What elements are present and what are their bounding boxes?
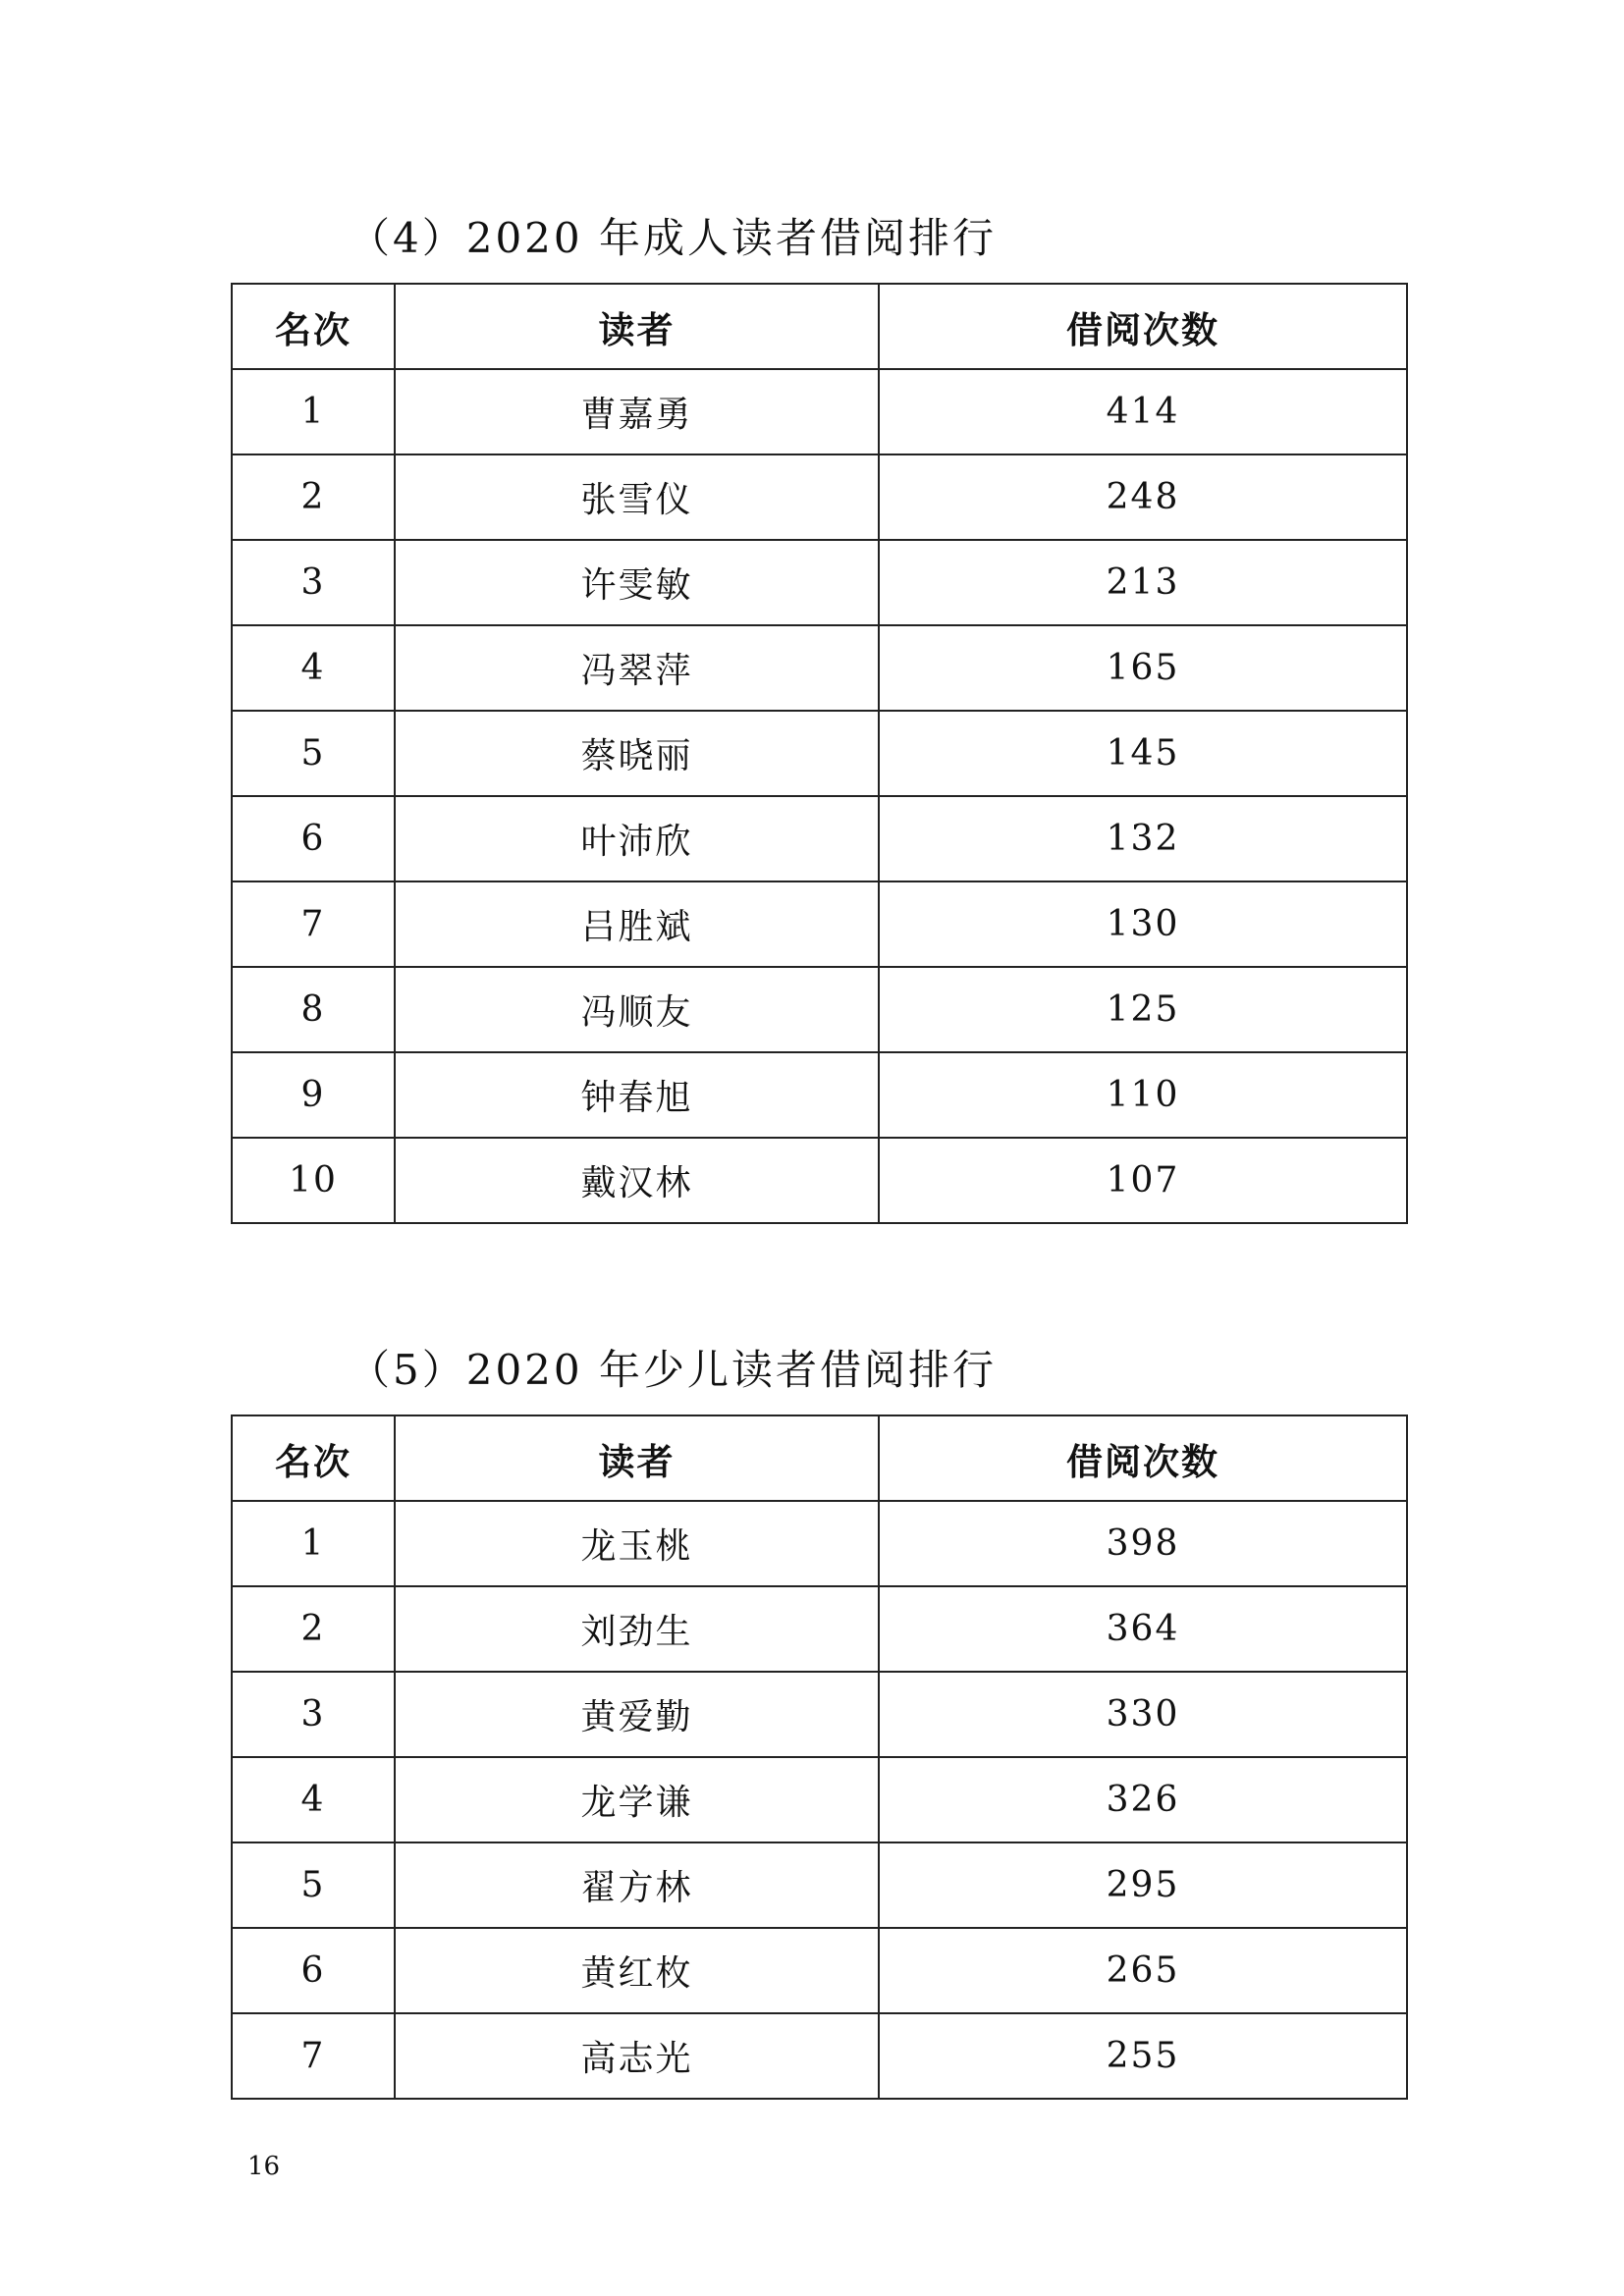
table-header-row bbox=[232, 1415, 1407, 1501]
adult-ranking-title: （4）2020 年成人读者借阅排行 bbox=[349, 214, 997, 262]
rank-cell: 3 bbox=[232, 1672, 395, 1757]
page-number: 16 bbox=[247, 2152, 281, 2181]
count-cell: 414 bbox=[879, 369, 1407, 454]
rank-cell: 4 bbox=[232, 625, 395, 711]
table-row bbox=[232, 1757, 1407, 1842]
reader-cell: 戴汉林 bbox=[395, 1138, 879, 1223]
count-cell: 165 bbox=[879, 625, 1407, 711]
count-cell: 145 bbox=[879, 711, 1407, 796]
table-row bbox=[232, 1672, 1407, 1757]
rank-cell: 4 bbox=[232, 1757, 395, 1842]
table-row bbox=[232, 711, 1407, 796]
table-row bbox=[232, 1842, 1407, 1928]
reader-cell: 吕胜斌 bbox=[395, 881, 879, 967]
reader-cell: 叶沛欣 bbox=[395, 796, 879, 881]
table-row bbox=[232, 1586, 1407, 1672]
count-cell: 295 bbox=[879, 1842, 1407, 1928]
table-header-row bbox=[232, 284, 1407, 369]
count-cell: 398 bbox=[879, 1501, 1407, 1586]
rank-cell: 3 bbox=[232, 540, 395, 625]
table-row bbox=[232, 1138, 1407, 1223]
rank-cell: 8 bbox=[232, 967, 395, 1052]
table-row bbox=[232, 796, 1407, 881]
rank-cell: 1 bbox=[232, 1501, 395, 1586]
child-ranking-body bbox=[232, 1501, 1407, 2099]
table-row bbox=[232, 540, 1407, 625]
rank-cell: 6 bbox=[232, 796, 395, 881]
header-rank: 名次 bbox=[232, 284, 395, 369]
header-count: 借阅次数 bbox=[879, 1415, 1407, 1501]
header-rank: 名次 bbox=[232, 1415, 395, 1501]
header-count: 借阅次数 bbox=[879, 284, 1407, 369]
table-row bbox=[232, 967, 1407, 1052]
table-row bbox=[232, 454, 1407, 540]
table-row bbox=[232, 625, 1407, 711]
count-cell: 265 bbox=[879, 1928, 1407, 2013]
rank-cell: 2 bbox=[232, 454, 395, 540]
reader-cell: 翟方林 bbox=[395, 1842, 879, 1928]
reader-cell: 龙学谦 bbox=[395, 1757, 879, 1842]
reader-cell: 蔡晓丽 bbox=[395, 711, 879, 796]
reader-cell: 龙玉桃 bbox=[395, 1501, 879, 1586]
table-row bbox=[232, 1928, 1407, 2013]
rank-cell: 5 bbox=[232, 1842, 395, 1928]
count-cell: 255 bbox=[879, 2013, 1407, 2099]
rank-cell: 10 bbox=[232, 1138, 395, 1223]
reader-cell: 冯翠萍 bbox=[395, 625, 879, 711]
adult-ranking-body bbox=[232, 369, 1407, 1223]
reader-cell: 黄红枚 bbox=[395, 1928, 879, 2013]
rank-cell: 9 bbox=[232, 1052, 395, 1138]
count-cell: 110 bbox=[879, 1052, 1407, 1138]
count-cell: 125 bbox=[879, 967, 1407, 1052]
reader-cell: 高志光 bbox=[395, 2013, 879, 2099]
reader-cell: 张雪仪 bbox=[395, 454, 879, 540]
table-row bbox=[232, 369, 1407, 454]
child-ranking-title: （5）2020 年少儿读者借阅排行 bbox=[349, 1346, 997, 1394]
reader-cell: 冯顺友 bbox=[395, 967, 879, 1052]
rank-cell: 7 bbox=[232, 2013, 395, 2099]
count-cell: 130 bbox=[879, 881, 1407, 967]
header-reader: 读者 bbox=[395, 1415, 879, 1501]
reader-cell: 黄爱勤 bbox=[395, 1672, 879, 1757]
count-cell: 330 bbox=[879, 1672, 1407, 1757]
count-cell: 248 bbox=[879, 454, 1407, 540]
reader-cell: 刘劲生 bbox=[395, 1586, 879, 1672]
count-cell: 213 bbox=[879, 540, 1407, 625]
rank-cell: 7 bbox=[232, 881, 395, 967]
reader-cell: 许雯敏 bbox=[395, 540, 879, 625]
table-row bbox=[232, 881, 1407, 967]
count-cell: 107 bbox=[879, 1138, 1407, 1223]
table-row bbox=[232, 1501, 1407, 1586]
table-row bbox=[232, 1052, 1407, 1138]
child-ranking-table bbox=[231, 1415, 1408, 2100]
adult-ranking-table bbox=[231, 283, 1408, 1224]
rank-cell: 2 bbox=[232, 1586, 395, 1672]
count-cell: 326 bbox=[879, 1757, 1407, 1842]
table-row bbox=[232, 2013, 1407, 2099]
header-reader: 读者 bbox=[395, 284, 879, 369]
rank-cell: 1 bbox=[232, 369, 395, 454]
count-cell: 132 bbox=[879, 796, 1407, 881]
count-cell: 364 bbox=[879, 1586, 1407, 1672]
rank-cell: 5 bbox=[232, 711, 395, 796]
reader-cell: 钟春旭 bbox=[395, 1052, 879, 1138]
rank-cell: 6 bbox=[232, 1928, 395, 2013]
reader-cell: 曹嘉勇 bbox=[395, 369, 879, 454]
